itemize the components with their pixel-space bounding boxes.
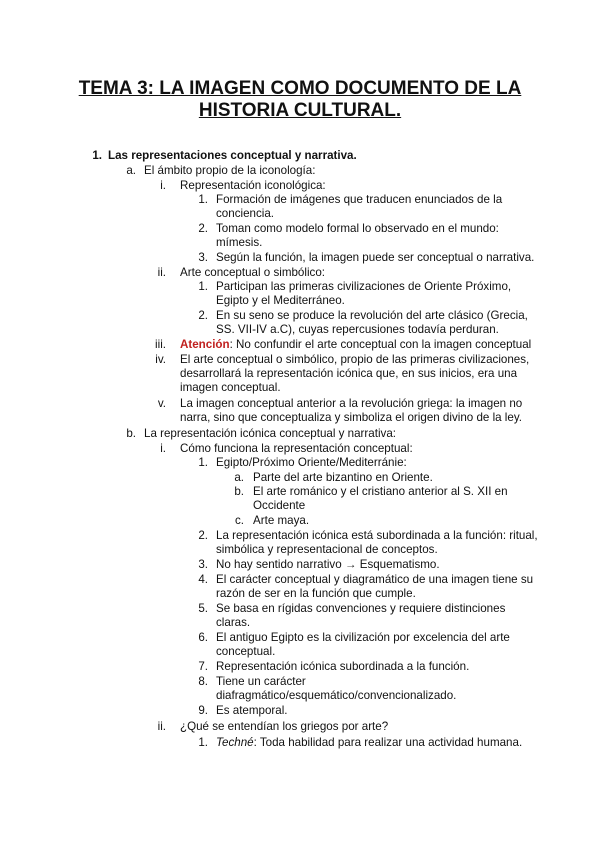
list-item-text: Arte conceptual o simbólico: bbox=[180, 266, 325, 279]
list-item-text: El arte conceptual o simbólico, propio de las primeras civilizaciones, bbox=[180, 353, 530, 366]
list-item-text: Representación iconológica: bbox=[180, 179, 326, 192]
list-item-text-cont: claras. bbox=[216, 616, 251, 629]
list-marker: 1. bbox=[198, 280, 208, 293]
list-marker: 5. bbox=[198, 602, 208, 615]
list-item-text: Participan las primeras civilizaciones de Oriente Próximo, bbox=[216, 280, 512, 293]
list-item-text-cont: conceptual. bbox=[216, 645, 276, 658]
list-marker: 3. bbox=[198, 251, 208, 264]
list-item-text: Formación de imágenes que traducen enunciados de la bbox=[216, 193, 503, 206]
list-marker: 2. bbox=[198, 222, 208, 235]
list-item-text: ¿Qué se entendían los griegos por arte? bbox=[180, 720, 389, 733]
list-marker: b. bbox=[126, 427, 136, 440]
attention-text: : No confundir el arte conceptual con la imagen conceptual bbox=[229, 338, 532, 351]
techne-definition: : Toda habilidad para realizar una actividad humana. bbox=[253, 736, 523, 749]
list-item-text-cont: diafragmático/esquemático/convencionalizado. bbox=[216, 689, 457, 702]
list-item-text-cont: conciencia. bbox=[216, 207, 275, 220]
document-title-line1: TEMA 3: LA IMAGEN COMO DOCUMENTO DE LA bbox=[78, 78, 522, 99]
list-marker: 7. bbox=[198, 660, 208, 673]
list-item-text-cont: desarrollará la representación icónica que, en sus inicios, era una bbox=[180, 367, 518, 380]
list-item-text: Parte del arte bizantino en Oriente. bbox=[253, 471, 433, 484]
list-marker: v. bbox=[157, 397, 166, 410]
list-item-text: La imagen conceptual anterior a la revolución griega: la imagen no bbox=[180, 397, 523, 410]
document-title-line2: HISTORIA CULTURAL. bbox=[198, 100, 402, 121]
list-item-text: Según la función, la imagen puede ser conceptual o narrativa. bbox=[216, 251, 535, 264]
list-item-text bbox=[216, 736, 522, 751]
list-item-text: Representación icónica subordinada a la función. bbox=[216, 660, 470, 673]
list-item-text bbox=[180, 338, 531, 353]
list-marker: 8. bbox=[198, 675, 208, 688]
list-item-text: Egipto/Próximo Oriente/Mediterránie: bbox=[216, 456, 407, 469]
list-item-text-cont: razón de ser en la función que cumple. bbox=[216, 587, 416, 600]
list-marker: iv. bbox=[155, 353, 166, 366]
list-item-text-cont: Occidente bbox=[253, 499, 306, 512]
section-number: 1. bbox=[92, 149, 102, 162]
list-marker: 2. bbox=[198, 529, 208, 542]
list-marker: 9. bbox=[198, 704, 208, 717]
list-item-text-cont: Egipto y el Mediterráneo. bbox=[216, 294, 345, 307]
list-marker: a. bbox=[234, 471, 244, 484]
list-marker: iii. bbox=[155, 338, 166, 351]
list-marker: i. bbox=[160, 179, 166, 192]
list-item-text: En su seno se produce la revolución del arte clásico (Grecia, bbox=[216, 309, 528, 322]
list-marker: ii. bbox=[157, 720, 166, 733]
list-item-text-cont: mímesis. bbox=[216, 236, 263, 249]
list-marker: b. bbox=[234, 485, 244, 498]
list-item-text: La representación icónica conceptual y narrativa: bbox=[144, 427, 396, 440]
list-marker: c. bbox=[234, 514, 244, 527]
techne-term: Techné bbox=[216, 736, 254, 749]
list-marker: 1. bbox=[198, 736, 208, 749]
list-marker: 6. bbox=[198, 631, 208, 644]
list-item-text: Es atemporal. bbox=[216, 704, 288, 717]
list-marker: a. bbox=[126, 164, 136, 177]
section-heading-text: Las representaciones conceptual y narrativa. bbox=[108, 149, 357, 162]
list-item-text: Toman como modelo formal lo observado en el mundo: bbox=[216, 222, 499, 235]
list-item-text: La representación icónica está subordinada a la función: ritual, bbox=[216, 529, 538, 542]
list-item-text: El antiguo Egipto es la civilización por excelencia del arte bbox=[216, 631, 510, 644]
list-item-text-cont: simbólica y representacional de conceptos. bbox=[216, 543, 438, 556]
attention-label: Atención bbox=[180, 338, 230, 351]
list-item-text: Se basa en rígidas convenciones y requiere distinciones bbox=[216, 602, 506, 615]
list-item-text: Tiene un carácter bbox=[216, 675, 306, 688]
list-item-text: Cómo funciona la representación conceptual: bbox=[180, 442, 413, 455]
list-item-text-cont: imagen conceptual. bbox=[180, 381, 281, 394]
list-marker: 4. bbox=[198, 573, 208, 586]
list-marker: 2. bbox=[198, 309, 208, 322]
list-item-text: Arte maya. bbox=[253, 514, 310, 527]
list-item-text: El arte románico y el cristiano anterior al S. XII en bbox=[253, 485, 508, 498]
list-item-text-cont: SS. VII-IV a.C), cuyas repercusiones todavía perduran. bbox=[216, 323, 499, 336]
list-item-text-cont: narra, sino que conceptualiza y simboliza el origen divino de la ley. bbox=[180, 411, 522, 424]
list-marker: 1. bbox=[198, 456, 208, 469]
list-item-text: El ámbito propio de la iconología: bbox=[144, 164, 316, 177]
list-marker: 1. bbox=[198, 193, 208, 206]
list-item-text: No hay sentido narrativo → Esquematismo. bbox=[216, 558, 440, 571]
list-marker: 3. bbox=[198, 558, 208, 571]
list-item-text: El carácter conceptual y diagramático de una imagen tiene su bbox=[216, 573, 534, 586]
list-marker: ii. bbox=[157, 266, 166, 279]
list-marker: i. bbox=[160, 442, 166, 455]
